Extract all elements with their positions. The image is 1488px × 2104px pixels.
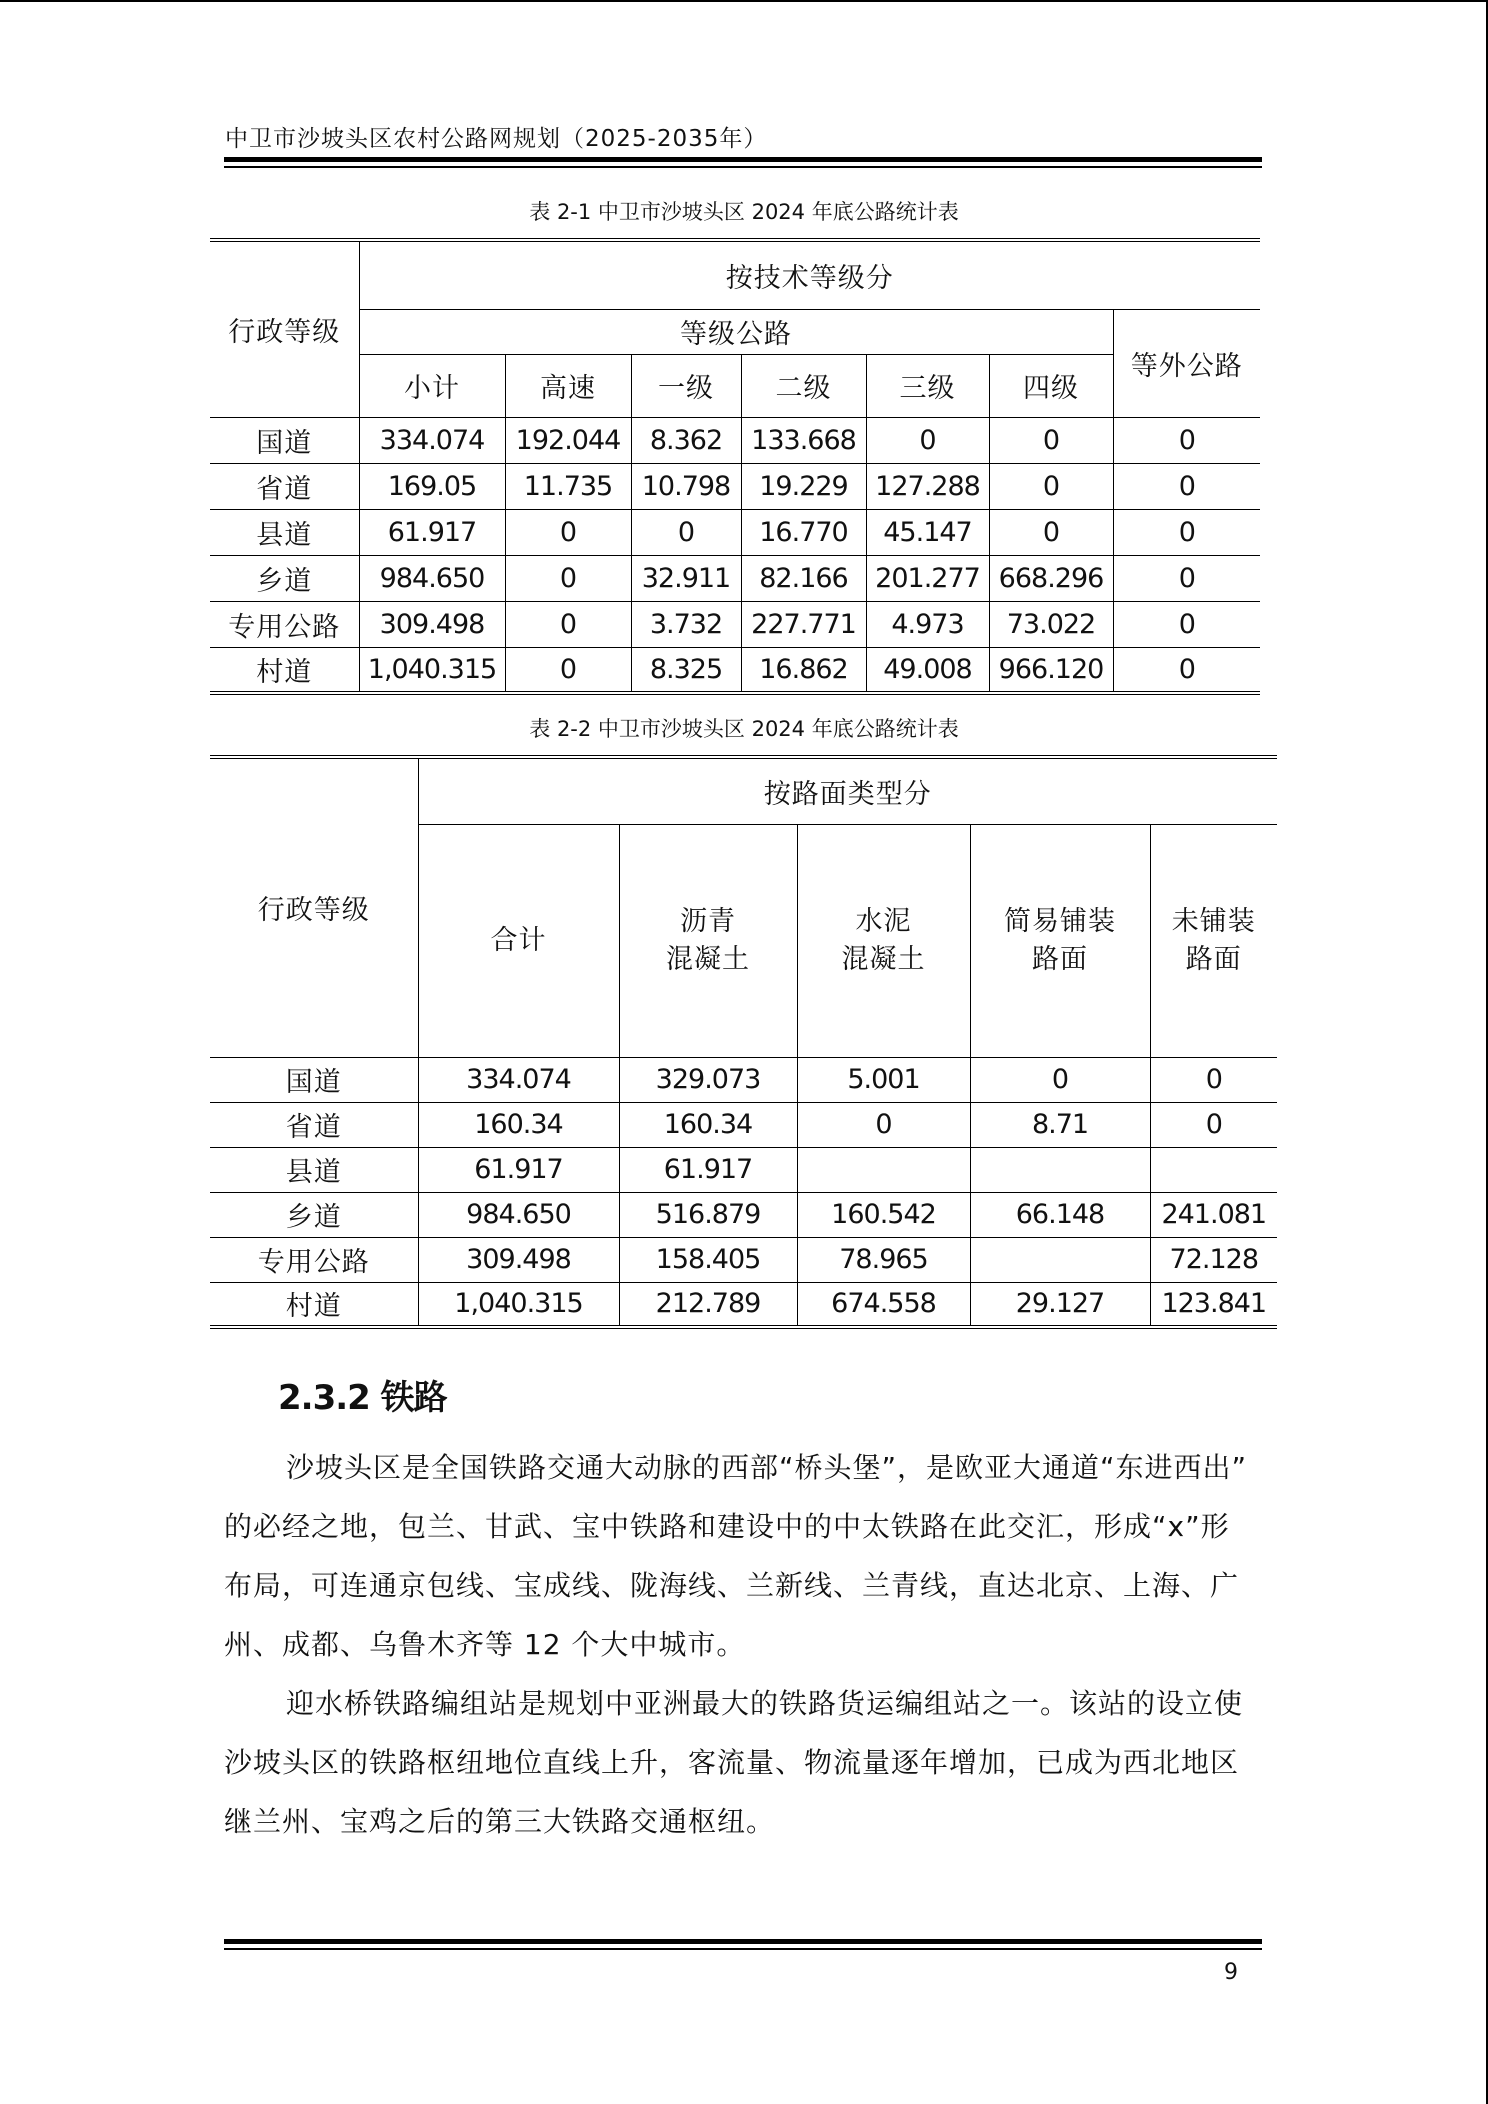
table1 bbox=[210, 238, 1260, 695]
table1-column-header: 一级 bbox=[631, 354, 741, 417]
table-row bbox=[210, 509, 1260, 555]
table-cell: 0 bbox=[970, 1057, 1150, 1102]
table-cell: 0 bbox=[989, 463, 1113, 509]
page-border bbox=[0, 0, 1488, 2]
paragraph-line: 迎水桥铁路编组站是规划中亚洲最大的铁路货运编组站之一。该站的设立使 bbox=[286, 1687, 1244, 1720]
table-cell: 32.911 bbox=[631, 555, 741, 601]
table-cell: 192.044 bbox=[505, 417, 631, 463]
table2-caption: 表 2-2 中卫市沙坡头区 2024 年底公路统计表 bbox=[529, 717, 959, 741]
table-row bbox=[210, 1282, 1277, 1327]
row-label: 村道 bbox=[210, 647, 359, 693]
row-label: 国道 bbox=[210, 1057, 418, 1102]
table-cell: 668.296 bbox=[989, 555, 1113, 601]
table-cell: 82.166 bbox=[741, 555, 866, 601]
table-cell: 0 bbox=[505, 509, 631, 555]
table-cell: 160.34 bbox=[619, 1102, 797, 1147]
table-cell: 11.735 bbox=[505, 463, 631, 509]
table-cell: 227.771 bbox=[741, 601, 866, 647]
table-cell: 61.917 bbox=[418, 1147, 619, 1192]
table-cell: 984.650 bbox=[359, 555, 505, 601]
table-cell: 123.841 bbox=[1150, 1282, 1277, 1327]
row-label: 省道 bbox=[210, 1102, 418, 1147]
table-cell bbox=[1150, 1147, 1277, 1192]
table-row bbox=[210, 1237, 1277, 1282]
table-cell: 0 bbox=[1113, 601, 1260, 647]
table-cell: 0 bbox=[1150, 1102, 1277, 1147]
row-label: 乡道 bbox=[210, 1192, 418, 1237]
paragraph-line: 州、成都、乌鲁木齐等 12 个大中城市。 bbox=[224, 1628, 746, 1661]
table1-column-header: 二级 bbox=[741, 354, 866, 417]
header-rule bbox=[224, 157, 1262, 162]
table-cell: 201.277 bbox=[866, 555, 989, 601]
document-header-title: 中卫市沙坡头区农村公路网规划（2025-2035年） bbox=[225, 126, 768, 152]
table-cell: 0 bbox=[1150, 1057, 1277, 1102]
paragraph-line: 沙坡头区是全国铁路交通大动脉的西部“桥头堡”，是欧亚大通道“东进西出” bbox=[286, 1451, 1248, 1484]
footer-rule bbox=[224, 1939, 1262, 1944]
table-cell: 0 bbox=[989, 509, 1113, 555]
table-cell: 0 bbox=[866, 417, 989, 463]
table-cell bbox=[970, 1237, 1150, 1282]
table-cell: 0 bbox=[505, 601, 631, 647]
table-cell: 61.917 bbox=[619, 1147, 797, 1192]
footer-rule bbox=[224, 1948, 1262, 1950]
table-cell: 61.917 bbox=[359, 509, 505, 555]
section-heading: 2.3.2 铁路 bbox=[278, 1378, 447, 1418]
table-row bbox=[210, 417, 1260, 463]
table2-column-header: 简易铺装 路面 bbox=[970, 824, 1150, 1057]
table-cell: 4.973 bbox=[866, 601, 989, 647]
table-cell: 78.965 bbox=[797, 1237, 970, 1282]
table1-row-header: 行政等级 bbox=[210, 240, 359, 417]
table-cell: 158.405 bbox=[619, 1237, 797, 1282]
table-cell: 0 bbox=[505, 647, 631, 693]
table-cell: 29.127 bbox=[970, 1282, 1150, 1327]
table-cell: 127.288 bbox=[866, 463, 989, 509]
row-label: 省道 bbox=[210, 463, 359, 509]
table-cell: 49.008 bbox=[866, 647, 989, 693]
table-row bbox=[210, 1192, 1277, 1237]
table-row bbox=[210, 601, 1260, 647]
paragraph-line: 沙坡头区的铁路枢纽地位直线上升，客流量、物流量逐年增加，已成为西北地区 bbox=[224, 1746, 1240, 1779]
table-cell: 66.148 bbox=[970, 1192, 1150, 1237]
table-cell: 8.325 bbox=[631, 647, 741, 693]
table-cell: 0 bbox=[989, 417, 1113, 463]
body-paragraph bbox=[224, 1438, 1264, 1674]
table-cell: 19.229 bbox=[741, 463, 866, 509]
row-label: 国道 bbox=[210, 417, 359, 463]
table-cell: 212.789 bbox=[619, 1282, 797, 1327]
table-cell: 0 bbox=[1113, 509, 1260, 555]
row-label: 村道 bbox=[210, 1282, 418, 1327]
table2 bbox=[210, 755, 1277, 1329]
table-cell: 1,040.315 bbox=[418, 1282, 619, 1327]
table-cell: 133.668 bbox=[741, 417, 866, 463]
row-label: 乡道 bbox=[210, 555, 359, 601]
table-cell: 0 bbox=[505, 555, 631, 601]
table-row bbox=[210, 1057, 1277, 1102]
table-cell: 516.879 bbox=[619, 1192, 797, 1237]
table-cell: 72.128 bbox=[1150, 1237, 1277, 1282]
table1-extra-header: 等外公路 bbox=[1113, 309, 1260, 417]
table1-column-header: 高速 bbox=[505, 354, 631, 417]
table-row bbox=[210, 1102, 1277, 1147]
table-cell: 0 bbox=[1113, 555, 1260, 601]
table1-group-header: 按技术等级分 bbox=[359, 240, 1260, 309]
table-cell: 309.498 bbox=[359, 601, 505, 647]
table-cell: 160.542 bbox=[797, 1192, 970, 1237]
table-cell: 0 bbox=[797, 1102, 970, 1147]
table-cell: 0 bbox=[1113, 647, 1260, 693]
table1-column-header: 三级 bbox=[866, 354, 989, 417]
table-cell: 334.074 bbox=[359, 417, 505, 463]
table2-column-header: 水泥 混凝土 bbox=[797, 824, 970, 1057]
table1-column-header: 小计 bbox=[359, 354, 505, 417]
table-cell: 334.074 bbox=[418, 1057, 619, 1102]
table-cell: 16.770 bbox=[741, 509, 866, 555]
table2-column-header: 沥青 混凝土 bbox=[619, 824, 797, 1057]
row-label: 专用公路 bbox=[210, 601, 359, 647]
table-cell: 169.05 bbox=[359, 463, 505, 509]
table1-subgroup-header: 等级公路 bbox=[359, 309, 1113, 354]
table-cell: 10.798 bbox=[631, 463, 741, 509]
table2-row-header: 行政等级 bbox=[210, 757, 418, 1057]
row-label: 专用公路 bbox=[210, 1237, 418, 1282]
table-row bbox=[210, 647, 1260, 693]
table-cell: 984.650 bbox=[418, 1192, 619, 1237]
table-cell bbox=[970, 1147, 1150, 1192]
table-cell: 966.120 bbox=[989, 647, 1113, 693]
table-cell: 5.001 bbox=[797, 1057, 970, 1102]
table-cell: 1,040.315 bbox=[359, 647, 505, 693]
table-cell bbox=[797, 1147, 970, 1192]
table-cell: 309.498 bbox=[418, 1237, 619, 1282]
table2-column-header: 合计 bbox=[418, 824, 619, 1057]
table-cell: 8.71 bbox=[970, 1102, 1150, 1147]
table-cell: 0 bbox=[1113, 463, 1260, 509]
table-row bbox=[210, 1147, 1277, 1192]
paragraph-line: 布局，可连通京包线、宝成线、陇海线、兰新线、兰青线，直达北京、上海、广 bbox=[224, 1569, 1240, 1602]
paragraph-line: 继兰州、宝鸡之后的第三大铁路交通枢纽。 bbox=[224, 1805, 776, 1838]
table-cell: 241.081 bbox=[1150, 1192, 1277, 1237]
table-cell: 16.862 bbox=[741, 647, 866, 693]
table-cell: 329.073 bbox=[619, 1057, 797, 1102]
page-number: 9 bbox=[1224, 1960, 1238, 1985]
table1-column-header: 四级 bbox=[989, 354, 1113, 417]
row-label: 县道 bbox=[210, 1147, 418, 1192]
table-cell: 8.362 bbox=[631, 417, 741, 463]
table-cell: 3.732 bbox=[631, 601, 741, 647]
table-cell: 674.558 bbox=[797, 1282, 970, 1327]
table-cell: 73.022 bbox=[989, 601, 1113, 647]
table2-group-header: 按路面类型分 bbox=[418, 757, 1277, 824]
table1-caption: 表 2-1 中卫市沙坡头区 2024 年底公路统计表 bbox=[529, 200, 959, 224]
table-row bbox=[210, 555, 1260, 601]
body-paragraph bbox=[224, 1674, 1264, 1851]
header-rule bbox=[224, 166, 1262, 168]
table-cell: 0 bbox=[1113, 417, 1260, 463]
table-cell: 160.34 bbox=[418, 1102, 619, 1147]
table-cell: 0 bbox=[631, 509, 741, 555]
table2-column-header: 未铺装 路面 bbox=[1150, 824, 1277, 1057]
paragraph-line: 的必经之地，包兰、甘武、宝中铁路和建设中的中太铁路在此交汇，形成“x”形 bbox=[224, 1510, 1230, 1543]
row-label: 县道 bbox=[210, 509, 359, 555]
table-row bbox=[210, 463, 1260, 509]
table-cell: 45.147 bbox=[866, 509, 989, 555]
